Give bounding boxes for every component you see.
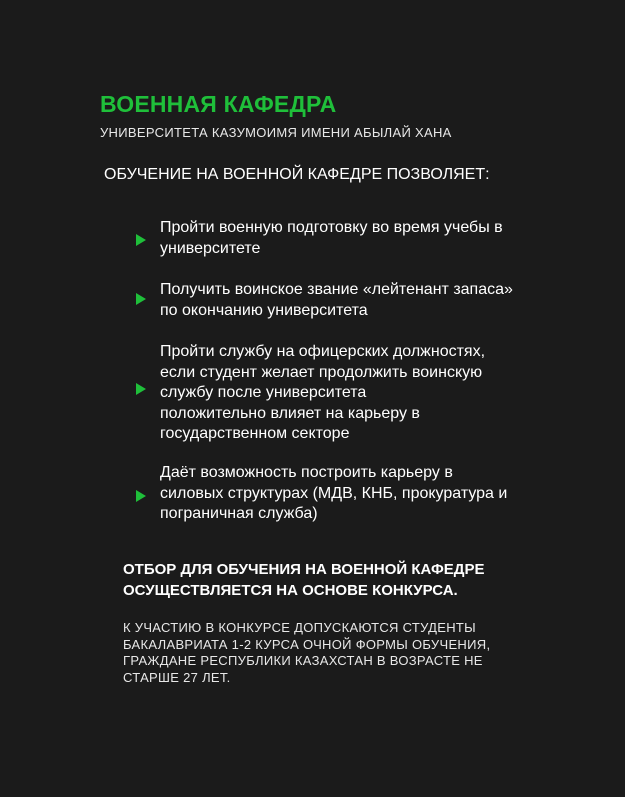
page-subtitle: УНИВЕРСИТЕТА КАЗУМОИМЯ ИМЕНИ АБЫЛАЙ ХАНА (100, 125, 452, 140)
benefit-text: Даёт возможность построить карьеру в силовых структурах (МДВ, КНБ, прокуратура и пограничная служба) (160, 464, 508, 522)
benefit-item (136, 218, 556, 260)
play-arrow-icon (136, 234, 146, 246)
benefit-text: Пройти службу на офицерских должностях, если студент желает продолжить воинскую службу после университета положительно влияет на карьеру в государственном секторе (160, 343, 486, 442)
play-arrow-icon (136, 383, 146, 395)
page-title: ВОЕННАЯ КАФЕДРА (100, 91, 337, 117)
play-arrow-icon (136, 490, 146, 502)
benefit-item (136, 280, 556, 322)
admission-requirements: К УЧАСТИЮ В КОНКУРСЕ ДОПУСКАЮТСЯ СТУДЕНТЫ БАКАЛАВРИАТА 1-2 КУРСА ОЧНОЙ ФОРМЫ ОБУЧЕНИЯ, ГРАЖДАНЕ РЕСПУБЛИКИ КАЗАХСТАН В ВОЗРАСТЕ НЕ СТАРШЕ 27 ЛЕТ. (123, 620, 491, 685)
benefit-item (136, 342, 556, 446)
benefit-text: Получить воинское звание «лейтенант запаса» по окончанию университета (160, 281, 513, 319)
benefit-item (136, 463, 556, 526)
play-arrow-icon (136, 293, 146, 305)
benefit-text: Пройти военную подготовку во время учебы в университете (160, 219, 503, 257)
selection-notice: ОТБОР ДЛЯ ОБУЧЕНИЯ НА ВОЕННОЙ КАФЕДРЕ ОСУЩЕСТВЛЯЕТСЯ НА ОСНОВЕ КОНКУРСА. (123, 561, 485, 599)
benefits-heading: ОБУЧЕНИЕ НА ВОЕННОЙ КАФЕДРЕ ПОЗВОЛЯЕТ: (104, 166, 490, 183)
